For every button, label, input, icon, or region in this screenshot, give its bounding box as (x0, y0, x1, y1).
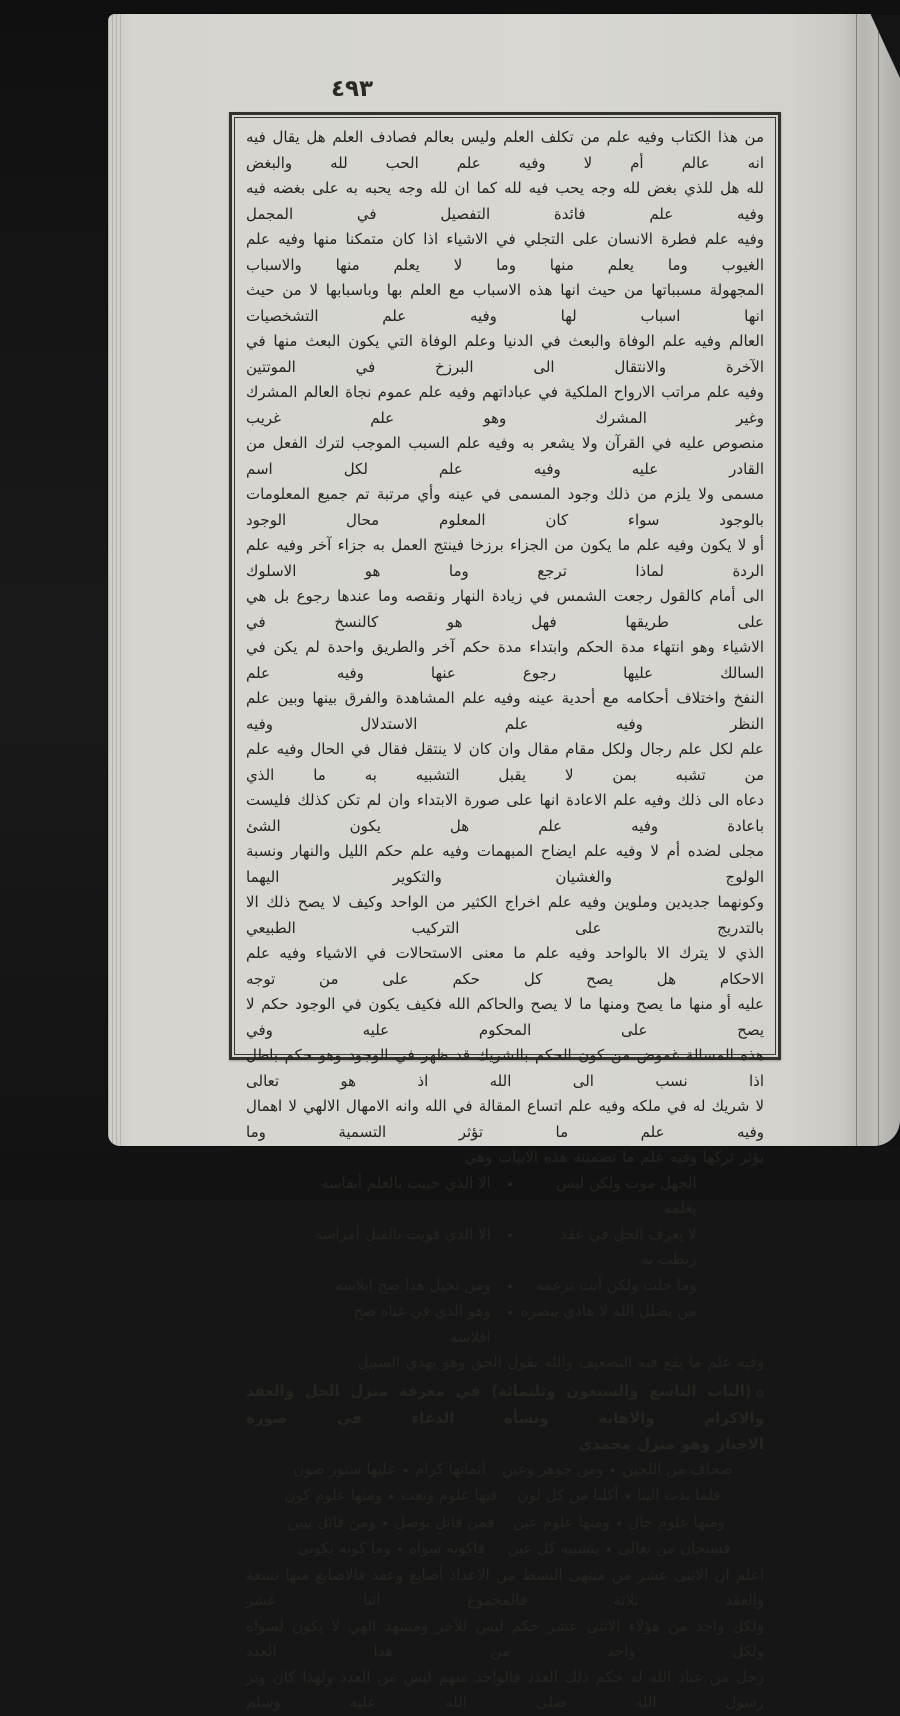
prose-line: منصوص عليه في القرآن ولا يشعر به وفيه علم السبب الموجب لترك الفعل من القادر عليه وفيه علم لكل اسم (246, 434, 764, 478)
hemistich: أثمانها كرام (414, 1459, 486, 1478)
prose-bottom-block (246, 1563, 764, 1716)
prose-line: لا شريك له في ملكه وفيه علم اتساع المقالة في الله وانه الامهال الالهي لا اهمال وفيه علم ما تؤثر التسمية وما (246, 1097, 764, 1141)
text-frame-inner (234, 117, 776, 1711)
prose-line: عليه أو منها ما يصح ومنها ما لا يصح والحاكم الله فكيف يكون في الوجود حكم لا يصح على المحكوم عليه وفي (246, 995, 764, 1039)
prose-line: لله هل للذي بغض لله وجه يحب فيه لله كما ان لله وجه يحبه به على بغضه فيه وفيه علم فائدة التفصيل في المجمل (246, 179, 764, 223)
hemistich-right: وما حلت ولكن أنت تزعمه (536, 1275, 697, 1294)
verse-separator-icon: ٭ (506, 1176, 514, 1191)
poem-verse (313, 1171, 696, 1222)
poem-verse-pair (277, 1536, 733, 1563)
gutter-crease (878, 14, 879, 1146)
poem-verse (313, 1273, 696, 1300)
prose-line: ولكل واحد من هؤلاء الاثنى عشر حكم ليس للآخر ومشهد الهي لا يكون لسواه ولكل واحد من هذا العدد (246, 1616, 764, 1660)
hemistich: فسبحان من تعالى (618, 1539, 731, 1557)
hemistich: ومنها علوم عين (513, 1512, 610, 1531)
hemistich: صحاف من اللجين (622, 1459, 733, 1478)
prose-line: أو لا يكون وفيه علم ما يكون من الجزاء برزخا فينتج العمل به جزاء آخر وفيه علم الردة لماذا ترجع وما هو الاسلوك (246, 536, 764, 580)
verse-left-column (277, 1536, 505, 1563)
hemistich: ومنها علوم حال (628, 1512, 725, 1531)
verse-separator-icon: ٭ (506, 1227, 514, 1242)
gutter-crease (856, 14, 857, 1146)
chapter-heading-continued: الاخبار وهو منزل محمدي (578, 1434, 764, 1453)
hemistich: ومن قائل يبين (287, 1512, 376, 1531)
poem-block-1 (313, 1171, 696, 1351)
poem-verse-pair (277, 1457, 733, 1484)
hemistich: أكلنا من كل لون (517, 1486, 619, 1504)
verse-right-column (502, 1457, 733, 1484)
hemistich-left: الا الذي قويت بالفتل أمراسه (314, 1224, 491, 1243)
poem-verse (313, 1299, 696, 1350)
page-number: ٤٩٣ (330, 76, 374, 102)
poem-verse-pair (277, 1510, 733, 1537)
verse-separator-icon: ٭ (624, 1489, 631, 1503)
prose-line: يؤثر تركها وفيه علم ما تضمنته هذه الابيات وهي (464, 1148, 764, 1166)
poem-closing-line: وفيه علم ما يقع فيه التضعيف والله يقول الحق وهو يهدي السبيل (357, 1353, 764, 1371)
verse-separator-icon: ٭ (605, 1542, 613, 1556)
prose-line: مجلى لضده أم لا وفيه علم ايضاح المبهمات وفيه علم حكم الليل والنهار ونسبة الولوج والغشيان والتكوير اليهما (246, 842, 764, 886)
verse-separator-icon: ٭ (402, 1462, 409, 1477)
prose-line: رجل من عباد الله له حكم ذلك العدد فالواحد منهم ليس من العدد ولهذا كان وتر رسول الله صلى الله عليه وسلم (246, 1667, 764, 1711)
page-fore-edge (108, 14, 121, 1146)
hemistich-left: وهو الذي في غناه صح افلاسه (353, 1302, 491, 1346)
verse-right-column (505, 1510, 733, 1537)
section-ornament-icon: ۞ (755, 1383, 764, 1400)
verse-left-column (277, 1457, 502, 1484)
verse-separator-icon: ٭ (506, 1278, 514, 1293)
prose-line: العالم وفيه علم الوفاة والبعث في الدنيا وعلم الوفاة التي يكون البعث منها في الآخرة والانتقال الى البرزخ في الموتتين (246, 332, 764, 376)
book-page (108, 14, 900, 1711)
verse-right-column (505, 1483, 733, 1510)
verse-separator-icon: ٭ (381, 1515, 389, 1530)
hemistich: وما كونه بكوني (297, 1539, 391, 1557)
poem-verse-pair (277, 1483, 733, 1510)
prose-line: اعلم ان الاثنى عشر من منتهى البسط من الاعداد أصابع وعقد فالاصابع منها تسعة والعقد ثلاثة فالمجموع اثنا عشر (246, 1565, 764, 1609)
prose-line: دعاه الى ذلك وفيه علم الاعادة انها على صورة الابتداء وان لم تكن كذلك فليست باعادة وفيه علم هل يكون الشئ (246, 791, 764, 835)
hemistich-right: الجهل موت ولكن ليس يعلمه (556, 1173, 697, 1217)
hemistich-right: لا يعرف الحل في عقد ربطت به (559, 1224, 697, 1268)
verse-separator-icon: ٭ (396, 1542, 404, 1556)
hemistich-left: ومن تخيل هذا صح ابلاسه (334, 1275, 491, 1294)
hemistich: فيها علوم ونعت (400, 1486, 498, 1504)
prose-line: الاشياء وهو انتهاء مدة الحكم وابتداء مدة حكم آخر والطريق واحدة لم يكن في السالك عليها رجوع عنها وفيه علم (246, 638, 764, 682)
hemistich: عليها ستور صون (293, 1459, 397, 1478)
prose-line: هذه المسالة غموض من كون الحكم بالشريك قد ظهر في الوجود وهو حكم باطل اذا نسب الى الله اذ هو تعالى (246, 1046, 764, 1090)
book-gutter (842, 14, 900, 1146)
verse-separator-icon: ٭ (609, 1462, 617, 1477)
hemistich: فمن قائل بوصل (394, 1512, 495, 1531)
prose-line: الذي لا يترك الا بالواحد وفيه علم ما معنى الاستحالات في الاشياء وفيه علم الاحكام هل يصح كل حكم على من توجه (246, 944, 764, 988)
poem-block-2 (277, 1457, 733, 1563)
hemistich-left: الا الذي حييت بالعلم أنفاسه (320, 1173, 491, 1192)
prose-line: وكونهما جديدين وملوين وفيه علم اخراج الكثير من الواحد وكيف لا يصح ذلك الا بالتدريج على التركيب الطبيعي (246, 893, 764, 937)
verse-separator-icon: ٭ (615, 1515, 623, 1530)
chapter-heading (246, 1378, 764, 1431)
text-frame (229, 112, 781, 1711)
hemistich: ومن جوهر وعين (501, 1459, 604, 1478)
verse-separator-icon: ٭ (506, 1305, 514, 1319)
hemistich: فاكونه سواه (409, 1539, 485, 1557)
hemistich: ومنها علوم كون (284, 1486, 383, 1504)
verse-left-column (277, 1483, 505, 1510)
prose-line: علم لكل علم رجال ولكل مقام مقال وان كان لا ينتقل فقال في الحال وفيه علم من تشبه بمن لا يقبل التشبيه به ما الذي (246, 740, 764, 784)
verse-separator-icon: ٭ (388, 1489, 395, 1503)
verse-left-column (277, 1510, 505, 1537)
poem-verse (313, 1222, 696, 1273)
prose-line: المجهولة مسبباتها من حيث انها هذه الاسباب مع العلم بها وباسبابها لا من حيث انها اسباب لها وفيه علم التشخصيات (246, 281, 764, 325)
hemistich: بتشبيه كل عين (507, 1539, 600, 1557)
verse-right-column (505, 1536, 733, 1563)
hemistich: فلما بدت الينا (637, 1486, 721, 1504)
prose-line: وفيه علم فطرة الانسان على التجلي في الاشياء اذا كان متمكنا منها وفيه علم الغيوب وما يعلم منها وما لا يعلم منها والاسباب (246, 230, 764, 274)
chapter-heading-text: (الباب التاسع والسبعون وثلثمائة) في معرفة منزل الحل والعقد والاكرام والاهانة ونشأة الدعاء في صورة (246, 1381, 764, 1427)
hemistich-right: من يضلل الله لا هادي يبصره (520, 1302, 697, 1320)
prose-line: الى أمام كالقول رجعت الشمس في زيادة النهار ونقصه وما عندها رجوع بل هي على طريقها فهل هو كالنسخ في (246, 587, 764, 631)
prose-line: من هذا الكتاب وفيه علم من تكلف العلم وليس بعالم فصادف العلم هل يقال فيه انه عالم أم لا وفيه علم الحب لله والبغض (246, 128, 764, 172)
prose-line: مسمى ولا يلزم من ذلك وجود المسمى في عينه وأي مرتبة تم جميع المعلومات بالوجود سواء كان المعلوم محال الوجود (246, 485, 764, 529)
prose-line: النفخ واختلاف أحكامه مع أحدية عينه وفيه علم المشاهدة والفرق بينها وبين علم النظر وفيه علم الاستدلال وفيه (246, 689, 764, 733)
prose-top-block (246, 125, 764, 1145)
prose-line: وفيه علم مراتب الارواح الملكية في عباداتهم وفيه علم عموم نجاة العالم المشرك وغير المشرك وهو علم غريب (246, 383, 764, 427)
